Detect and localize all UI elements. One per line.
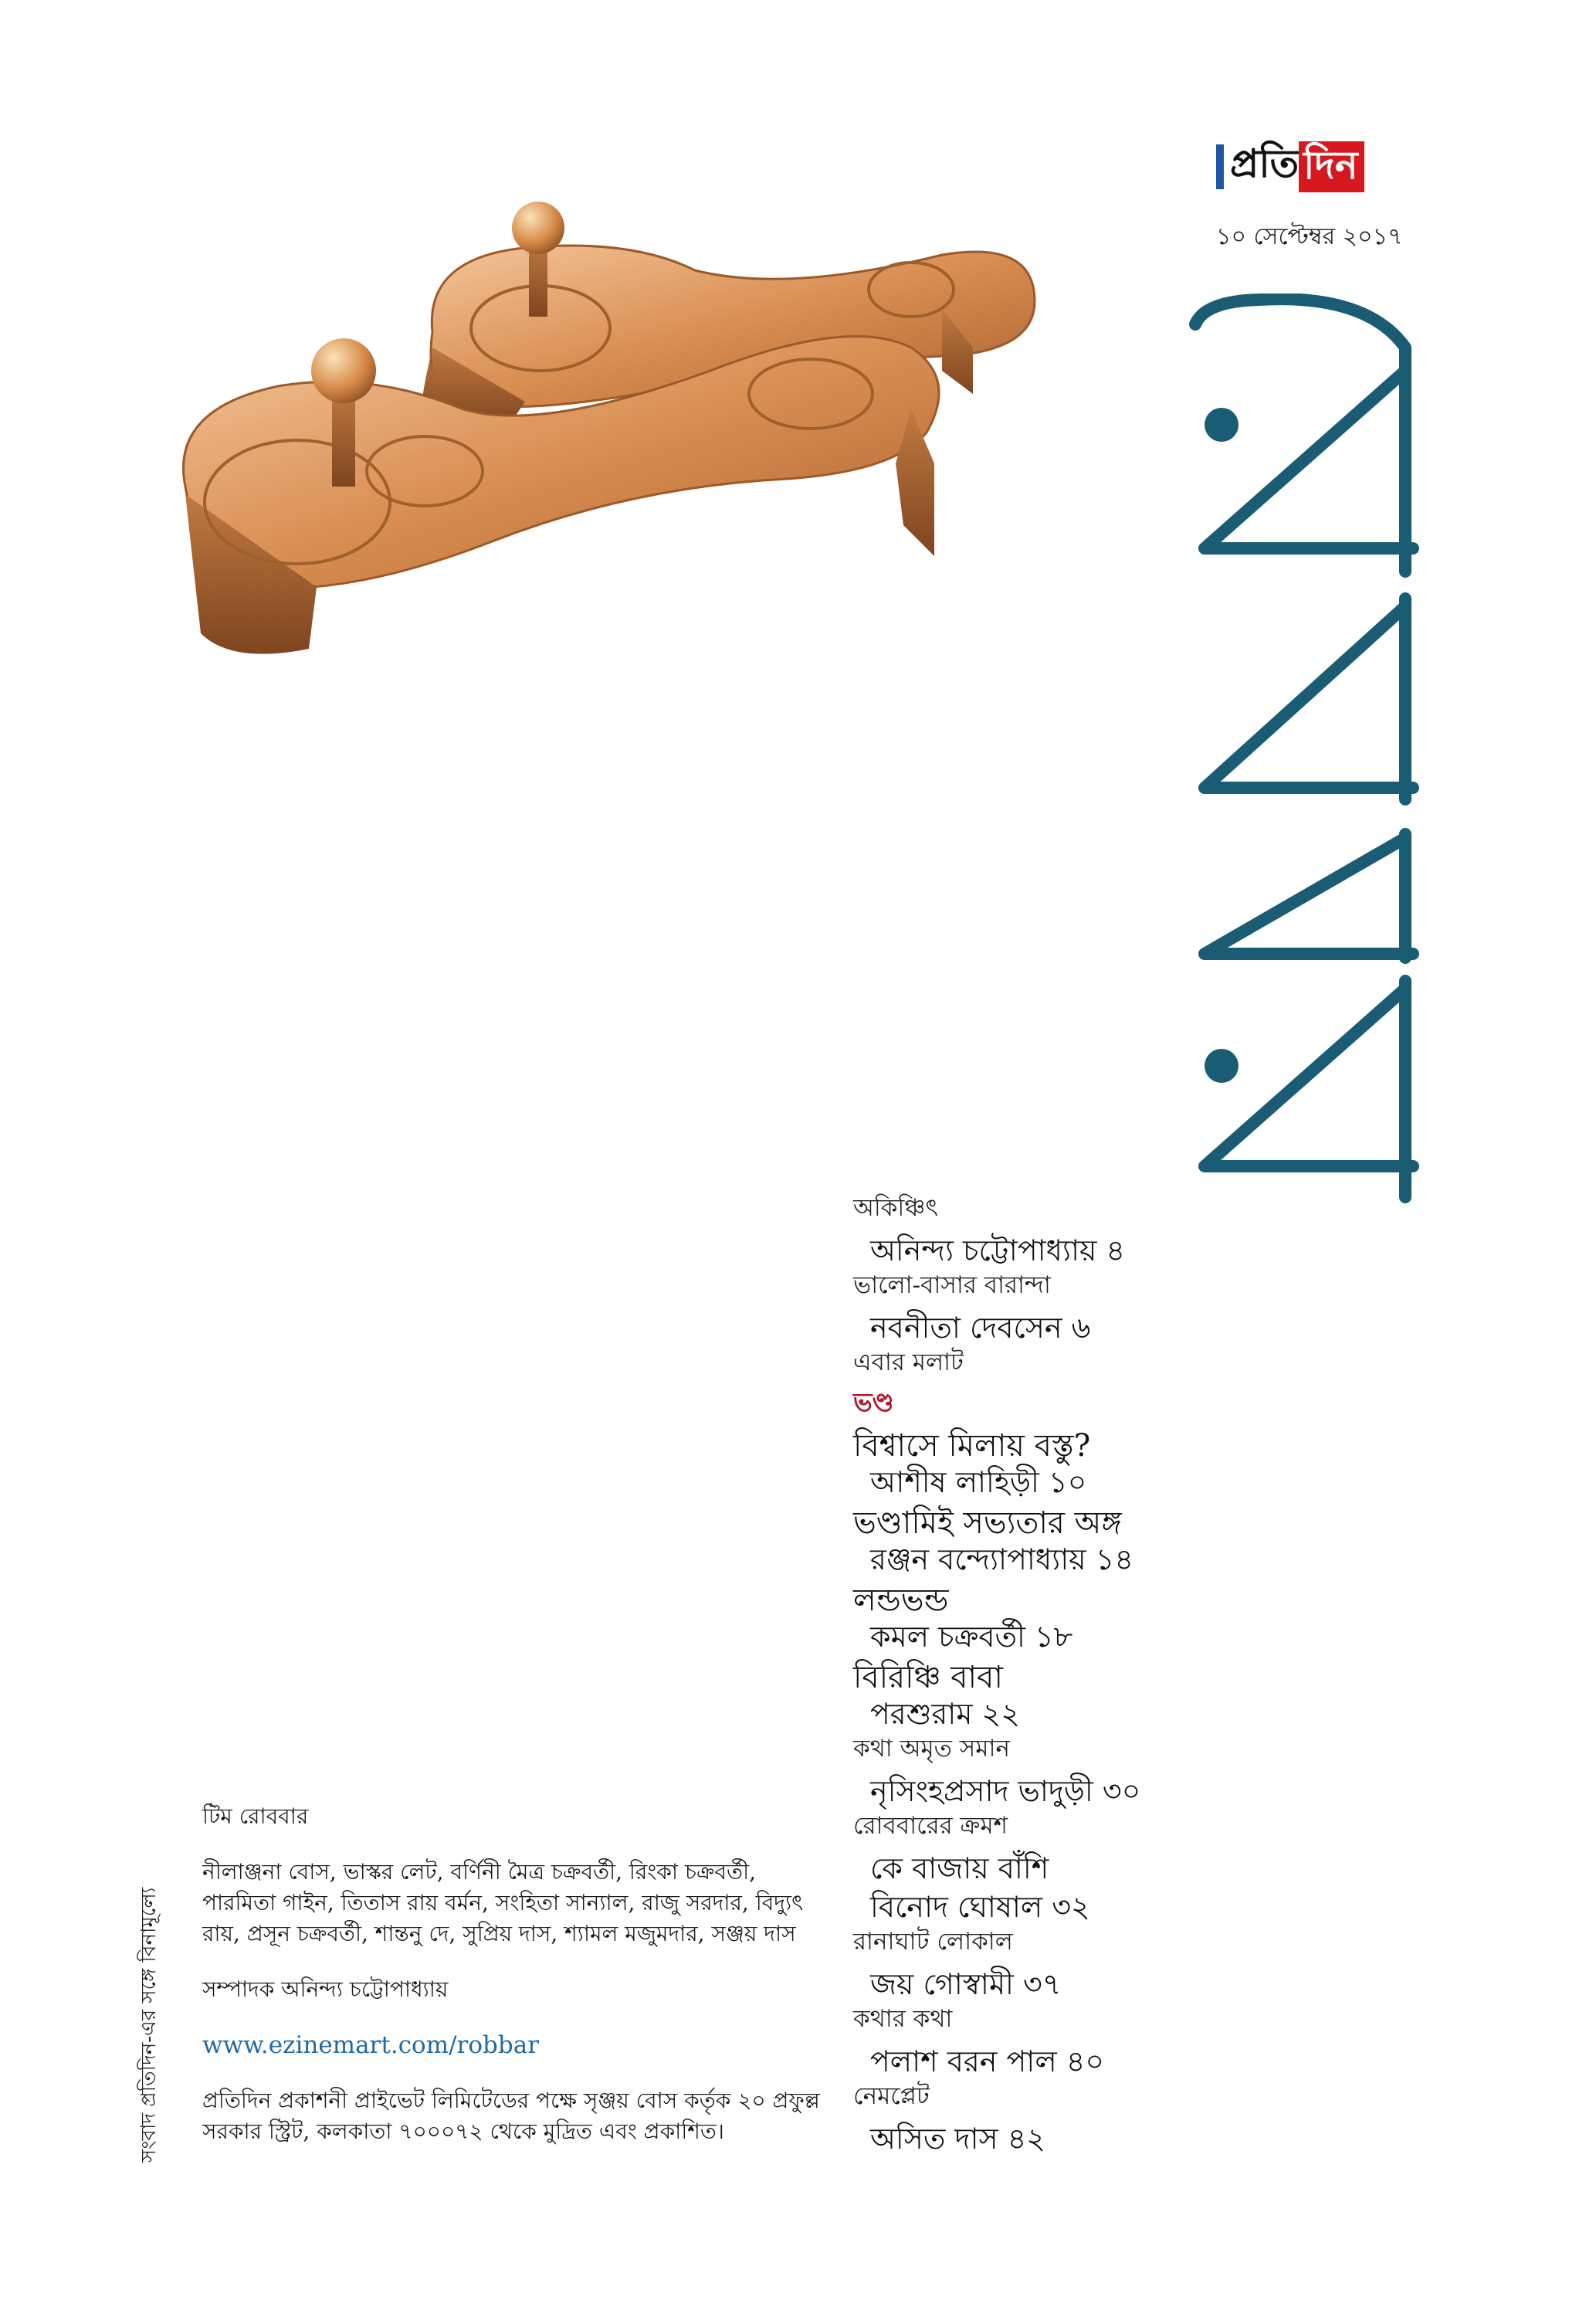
toc-author-17: কে বাজায় বাঁশি [870, 1851, 1049, 1885]
toc-cover-theme-5: ভণ্ড [853, 1387, 894, 1417]
toc-author-7: আশীষ লাহিড়ী ১০ [870, 1465, 1087, 1499]
masthead-title [1174, 293, 1428, 1205]
toc-article-6: বিশ্বাসে মিলায় বস্তু? [853, 1428, 1091, 1464]
website-link[interactable]: www.ezinemart.com/robbar [202, 2031, 540, 2059]
logo-accent-bar [1216, 144, 1224, 189]
toc-section-16: রোববারের ক্রমশ [853, 1812, 1008, 1840]
toc-author-9: রঞ্জন বন্দ্যোপাধ্যায় ১৪ [870, 1542, 1134, 1576]
vertical-note: সংবাদ প্রতিদিন-এর সঙ্গে বিনামূল্যে [137, 1887, 161, 2163]
cover-photo-paduka [170, 154, 1058, 741]
logo-text-post: দিন [1299, 141, 1364, 192]
toc-author-1: অনিন্দ্য চট্টোপাধ্যায় ৪ [870, 1233, 1126, 1267]
toc-article-8: ভণ্ডামিই সভ্যতার অঙ্গ [853, 1505, 1122, 1541]
toc-section-4: এবার মলাট [853, 1349, 964, 1376]
toc-author-15: নৃসিংহপ্রসাদ ভাদুড়ী ৩০ [870, 1774, 1141, 1808]
newspaper-logo [1216, 139, 1364, 195]
toc-author-24: অসিত দাস ৪২ [870, 2122, 1046, 2156]
logo-text-pre: প্রতি [1230, 141, 1300, 186]
issue-date: ১০ সেপ্টেম্বর ২০১৭ [1216, 223, 1403, 250]
masthead-lettering [1174, 293, 1428, 1205]
toc-author-20: জয় গোস্বামী ৩৭ [870, 1967, 1062, 2001]
imprint-line: প্রতিদিন প্রকাশনী প্রাইভেট লিমিটেডের পক্ষে সৃঞ্জয় বোস কর্তৃক ২০ প্রফুল্ল সরকার স্ট্রিট, কলকাতা ৭০০০৭২ থেকে মুদ্রিত এবং প্রকাশিত। [202, 2088, 820, 2144]
toc-section-21: কথার কথা [853, 2005, 953, 2033]
team-heading: টিম রোববার [202, 1803, 309, 1829]
toc-article-10: লন্ডভন্ড [853, 1583, 949, 1618]
toc-section-19: রানাঘাট লোকাল [853, 1928, 1013, 1956]
editor-line: সম্পাদক অনিন্দ্য চট্টোপাধ্যায় [202, 1976, 449, 2002]
toc-author-3: নবনীতা দেবসেন ৬ [870, 1311, 1091, 1345]
toc-article-12: বিরিঞ্চি বাবা [853, 1660, 1003, 1695]
toc-author-13: পরশুরাম ২২ [870, 1697, 1020, 1731]
toc-section-0: অকিঞ্চিৎ [853, 1194, 938, 1222]
team-members: নীলাঞ্জনা বোস, ভাস্কর লেট, বর্ণিনী মৈত্র চক্রবর্তী, রিংকা চক্রবর্তী, পারমিতা গাইন, তিতাস রায় বর্মন, সংহিতা সান্যাল, রাজু সরদার, বিদ্যুৎ রায়, প্রসূন চক্রবর্তী, শান্তনু দে, সুপ্রিয় দাস, শ্যামল মজুমদার, সঞ্জয় দাস [202, 1859, 804, 1946]
toc-section-2: ভালো-বাসার বারান্দা [853, 1271, 1051, 1299]
credits-block [202, 1801, 835, 2172]
toc-author-11: কমল চক্রবর্তী ১৮ [870, 1620, 1073, 1654]
toc-section-14: কথা অমৃত সমান [853, 1735, 1010, 1763]
toc-author-18: বিনোদ ঘোষাল ৩২ [870, 1890, 1090, 1924]
toc-author-22: পলাশ বরন পাল ৪০ [870, 2044, 1105, 2078]
toc-section-23: নেমপ্লেট [853, 2082, 930, 2110]
